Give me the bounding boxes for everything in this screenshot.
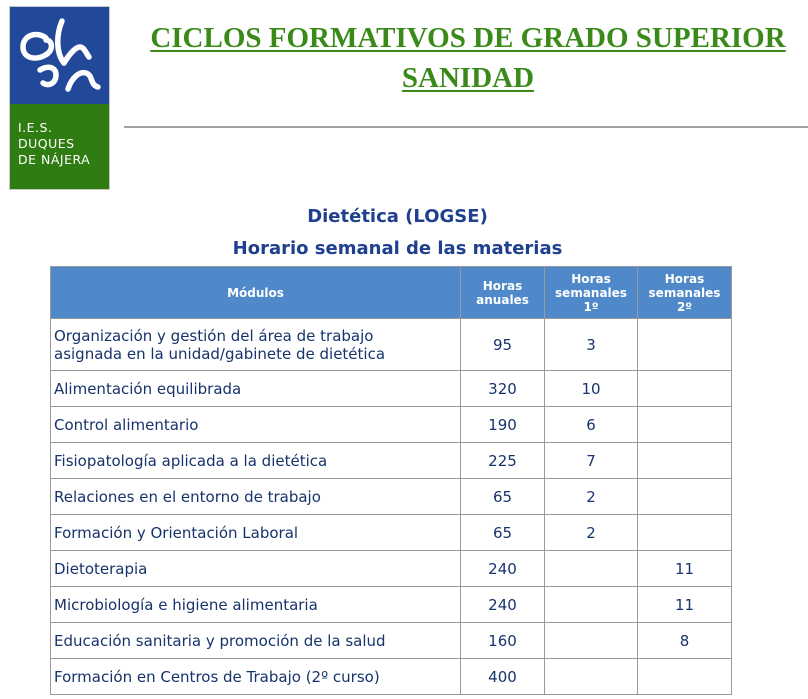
schedule-table (50, 266, 732, 695)
weekly-hours-1: 3 (545, 319, 638, 371)
weekly-hours-2 (638, 479, 732, 515)
module-name: Alimentación equilibrada (51, 371, 461, 407)
header-divider (124, 126, 808, 128)
weekly-hours-1: 6 (545, 407, 638, 443)
weekly-hours-1 (545, 623, 638, 659)
weekly-hours-2: 8 (638, 623, 732, 659)
logo-line-3: DE NÁJERA (18, 152, 91, 167)
weekly-hours-2 (638, 443, 732, 479)
weekly-hours-1: 7 (545, 443, 638, 479)
table-row (51, 623, 732, 659)
module-name: Dietoterapia (51, 551, 461, 587)
column-header-modulos: Módulos (51, 267, 461, 319)
annual-hours: 65 (461, 479, 545, 515)
logo-nameplate (10, 104, 109, 189)
annual-hours: 400 (461, 659, 545, 695)
weekly-hours-2: 11 (638, 551, 732, 587)
weekly-hours-1 (545, 551, 638, 587)
weekly-hours-2 (638, 371, 732, 407)
table-header-row (51, 267, 732, 319)
weekly-hours-2 (638, 659, 732, 695)
annual-hours: 65 (461, 515, 545, 551)
page-title-line-1: CICLOS FORMATIVOS DE GRADO SUPERIOR (150, 22, 786, 54)
column-header-horas-semanales-2: Horas semanales 2º (638, 267, 732, 319)
weekly-hours-2: 11 (638, 587, 732, 623)
weekly-hours-2 (638, 319, 732, 371)
weekly-hours-2 (638, 407, 732, 443)
module-name: Formación en Centros de Trabajo (2º curso) (51, 659, 461, 695)
column-header-horas-semanales-1: Horas semanales 1º (545, 267, 638, 319)
weekly-hours-1: 10 (545, 371, 638, 407)
annual-hours: 225 (461, 443, 545, 479)
table-row (51, 551, 732, 587)
module-name: Educación sanitaria y promoción de la salud (51, 623, 461, 659)
table-row (51, 515, 732, 551)
school-logo (9, 6, 110, 190)
table-row (51, 407, 732, 443)
section-title: Dietética (LOGSE) (307, 206, 488, 227)
page-title (136, 18, 800, 98)
logo-monogram-icon (10, 7, 109, 104)
table-row (51, 319, 732, 371)
annual-hours: 320 (461, 371, 545, 407)
weekly-hours-1: 2 (545, 515, 638, 551)
annual-hours: 190 (461, 407, 545, 443)
module-name: Microbiología e higiene alimentaria (51, 587, 461, 623)
weekly-hours-1 (545, 659, 638, 695)
section-subtitle: Horario semanal de las materias (232, 238, 563, 259)
annual-hours: 160 (461, 623, 545, 659)
weekly-hours-1 (545, 587, 638, 623)
column-header-horas-anuales: Horas anuales (461, 267, 545, 319)
annual-hours: 240 (461, 587, 545, 623)
logo-line-2: DUQUES (18, 136, 75, 151)
table-row (51, 659, 732, 695)
page-title-line-2: SANIDAD (401, 62, 535, 94)
weekly-hours-1: 2 (545, 479, 638, 515)
module-name: Relaciones en el entorno de trabajo (51, 479, 461, 515)
annual-hours: 95 (461, 319, 545, 371)
module-name: Formación y Orientación Laboral (51, 515, 461, 551)
table-row (51, 587, 732, 623)
table-row (51, 371, 732, 407)
module-name: Control alimentario (51, 407, 461, 443)
logo-line-1: I.E.S. (18, 120, 53, 135)
annual-hours: 240 (461, 551, 545, 587)
weekly-hours-2 (638, 515, 732, 551)
table-row (51, 479, 732, 515)
logo-emblem (10, 7, 109, 104)
table-row (51, 443, 732, 479)
module-name: Organización y gestión del área de trabajo asignada en la unidad/gabinete de dietética (51, 319, 461, 371)
module-name: Fisiopatología aplicada a la dietética (51, 443, 461, 479)
